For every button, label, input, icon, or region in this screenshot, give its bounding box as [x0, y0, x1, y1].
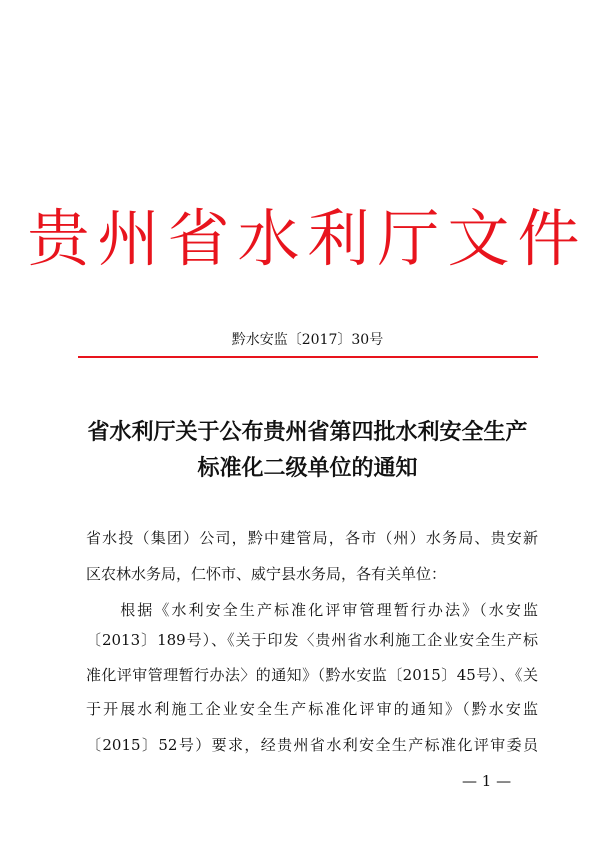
document-number: 黔水安监〔2017〕30号	[231, 332, 384, 348]
issuer-header: 贵州省水利厅文件	[27, 202, 588, 275]
red-divider-line	[78, 356, 538, 358]
body-line: 省水投（集团）公司，黔中建管局，各市（州）水务局、贵安新	[86, 529, 538, 547]
body-line: 〔2015〕52号）要求，经贵州省水利安全生产标准化评审委员	[86, 736, 538, 754]
document-title-line-1: 省水利厅关于公布贵州省第四批水利安全生产	[87, 420, 528, 445]
body-line: 〔2013〕189号）、《关于印发〈贵州省水利施工企业安全生产标	[86, 631, 538, 649]
document-title-line-2: 标准化二级单位的通知	[197, 456, 418, 481]
body-line: 根据《水利安全生产标准化评审管理暂行办法》（水安监	[86, 601, 538, 619]
page-number: — 1 —	[462, 772, 512, 790]
body-line: 准化评审管理暂行办法〉的通知》（黔水安监〔2015〕45号）、《关	[86, 666, 538, 684]
body-line: 区农林水务局，仁怀市、威宁县水务局，各有关单位：	[86, 565, 447, 583]
body-line: 于开展水利施工企业安全生产标准化评审的通知》（黔水安监	[86, 700, 538, 718]
